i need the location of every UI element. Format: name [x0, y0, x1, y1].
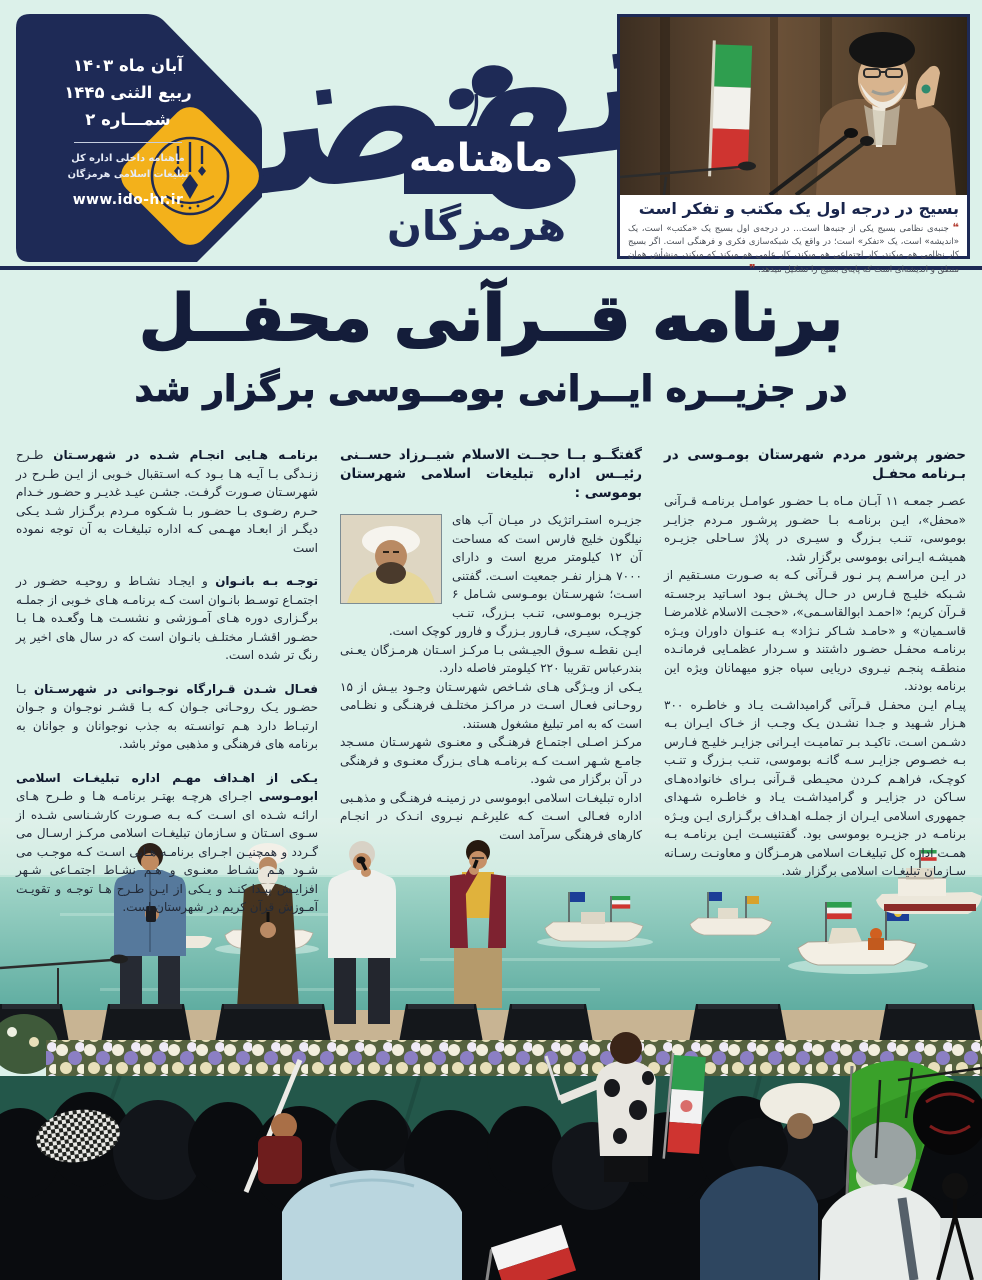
paragraph-text: بـا حضـور یـک روحـانی جـوان کـه بـا قشـر نوجـوان و جـوان ارتبـاط دارد هـم توانسـته به جذب نوجوانان و جوانان به برنامه های فرهنگی و مذهبی موثر باشد.: [16, 681, 318, 751]
main-headline: [0, 274, 982, 416]
website-url: www.ido-hr.ir: [72, 192, 184, 208]
article-interview: [340, 446, 642, 932]
article-paragraph: جزیـره استـراتژیک در میـان آب های نیلگون خلیج فارس است که مساحت آن ۱۲ کیلومتر مربع است و دارای ۷۰۰۰ هـزار نفـر جمعیت اسـت. گفتنی اسـت؛ شهرسـتان بومـوسی شـامل ۶ جزیـره بومـوسی، تنـب بـزرگ، تنـب کوچـک، سیـری، فـارور بـزرگ و فارور کوچک است.: [388, 513, 642, 638]
headline-line-1: برنامه قــرآنی محفــل: [139, 282, 843, 356]
publisher-line: تبلیغات اسلامی هرمزگان: [67, 169, 189, 180]
quote-text: جنبه‌ی نظامی بسیج یکی از جنبه‌ها است... در درجه‌ی اول بسیج یک «مکتب» است، یک «اندیشه» است، یک «تفکر» است؛ در واقع یک شبکه‌سازی فکری و فرهنگی است. اگر بسیج کار نظامی هم میکند، کار اجتماعی هم میکند، کار علمی هم میکند که میکند، منشأش همان منطق و اندیشه‌ای است که پایه‌ی بسیج را تشکیل میدهد.: [628, 224, 959, 275]
issue-date-shamsi: آبان ماه ۱۴۰۳: [72, 56, 184, 75]
masthead: [0, 0, 982, 275]
iran-flag: [710, 40, 753, 177]
top-story-headline: بسیج در درجه اول یک مکتب و تفکر است: [638, 199, 959, 218]
article-paragraph: یـکی از ویـژگی هـای شـاخص شهرسـتان وجـود بیـش از ۱۵ روحـانی فعـال اسـت در مراکـز مختلـف فرهنـگی و نظـامی است که به امر تبلیغ مشغول هستند.: [340, 679, 642, 731]
article-paragraph: مرکـز اصـلی اجتمـاع فرهنـگی و معنـوی شهرسـتان مسـجد جامـع شـهر اسـت کـه برنامـه هـای بـزرگ معنـوی و فرهنگی در آن برگزار می شود.: [340, 735, 642, 786]
magazine-title: ماهنامه: [404, 126, 558, 194]
issue-info-block: [30, 52, 226, 208]
issue-number: شمـــاره ۲: [85, 110, 171, 129]
article-paragraph: [16, 446, 318, 557]
top-story-caption: [620, 195, 967, 279]
paragraph-lead: یـکی از اهـداف مهـم اداره تبلیغـات اسلامی ابومـوسی: [16, 770, 318, 803]
flower-sprig-icon: [440, 62, 528, 134]
article-mahfel-report: [664, 446, 966, 932]
article-paragraph: [16, 572, 318, 665]
magazine-title-region: هرمزگان: [386, 202, 566, 250]
paragraph-text: و ایجـاد نشـاط و روحیـه حضـور در اجتمـاع توسـط بانـوان است کـه برنامـه هـای خـوبی از جملـه برگـزاری دوره هـای آمـوزشی و نشسـت هـا وگعـده هـا بـا حضـور اقشـار مختلـف بانـوان است که در سال های اخیر پر رنگ تر شده است.: [16, 574, 318, 662]
article-paragraph: عصـر جمعـه ۱۱ آبـان مـاه بـا حضـور عوامـل برنامـه قـرآنی «محفل»، ایـن برنامـه بـا حضـور پرشـور مـردم جزایـر بوموسی، تنـب بـزرگ و سیـری در پلاژ سـاحلی جزیـره همیشـه ایـرانی بوموسی برگزار شد.: [664, 494, 966, 564]
headline-line-2: در جزیــره ایــرانی بومــوسی برگزار شد: [134, 369, 848, 410]
top-story-quote: [628, 221, 959, 277]
quote-close-icon: ❞: [748, 262, 756, 275]
article-paragraph: پیـام ایـن محفـل قـرآنی گرامیداشـت یـاد و خاطـره ۳۰۰ هـزار شـهید و جـدا نشـدن یـک وجـب از خـاک ایـران بـه دشـمن اسـت. تاکیـد بـر تمامیـت ایـرانی جزایـر خلیـج فـارس بـه خصـوص جزایـر سـه گانـه بوموسی، تنـب بـزرگ و تنـب کوچـک، فراهـم کـردن محیـطی قـرآنی بـرای خانواده‌هـای سـاکن در جزایـر و گرامیداشـت یـاد و خاطـره شـهدای جمهوری اسلامی ایـران از جملـه اهـداف برگـزاری ایـن ویـژه برنامـه در جزیـره بوموسی بود. گفتنیسـت ایـن برنامـه بـه همـت اداره کل تبلیغـات اسلامی هرمـزگان و معاونـت رسـانه سـازمان تبلیغـات اسلامی برگزار شد.: [664, 697, 966, 878]
article-paragraph: ایـن نقطـه سـوق الجیـشی بـا مرکـز اسـتان هرمـزگان یعـنی بندرعباس تقریبا ۲۲۰ کیلومتر فاصله دارد.: [340, 642, 642, 675]
issue-date-hijri: ربیع الثنی ۱۴۴۵: [64, 83, 192, 102]
article-columns: [16, 446, 966, 932]
top-story-box: [617, 14, 970, 275]
article-headline: گفتگــو بــا حجــت الاسلام شیــرزاد حســنی رئیــس اداره تبلیغات اسلامی شهرستان بوموسی :: [340, 447, 642, 501]
paragraph-text: اجـرای هرچـه بهتـر برنامـه هـا و طـرح هـای ارائـه شـده ای اسـت کـه بـه صـورت کارشـناسی شـده از سـوی اسـتان و سـازمان تبلیغـات اسلامی مرکـز ارسـال می گـردد و همچنیـن اجـرای برنامـه هـایی اسـت کـه موجـب می شـود هـم نشـاط معنـوی و هـم نشـاط اجتمـاعی شـهر افزایـش پیـدا کنـد و یـکی از ایـن طـرح هـا توجـه و تقویـت آمـوزش قرآن کریم در شهرستان است.: [16, 789, 318, 914]
article-paragraph: اداره تبلیغـات اسلامی ابوموسی در زمینـه فرهنـگی و مذهـبی اداره فعـالی اسـت کـه علیرغـم نیـروی انـدک در انجـام کارهای فرهنگی سرآمد است: [340, 790, 642, 842]
interview-portrait-photo: [340, 514, 442, 604]
paragraph-text: طـرح زنـدگی بـا آیـه هـا بـود کـه اسـتقبال خـوبی از ایـن طـرح در شهرسـتان صـورت گرفـت. جشـن عیـد غدیـر و حضـور خـدام حـرم رضـوی بـا حضـور بـا شـکوه مـردم برگـزار شـد یـکی دیگـر از ابعـاد مهـمی کـه اداره تبلیغـات به آن توجه نموده است: [16, 448, 318, 555]
article-paragraph: در ایـن مراسـم پـر نـور قـرآنی کـه به صـورت مسـتقیم از شـبکه خلیـج فـارس در حـال پخـش بـود اسـاتید برجسـته قـرآن کریم؛ «احمـد ابوالقاسـمی»، «حجـت الاسلام غلامرضـا قاسـمیان» و «حامـد شـاکر نـژاد» بـه عنـوان داوران ویـژه برنامـه محفـل حضـور داشتند و سـردار عظمـایی فرمانـده منطقـه پنجـم نیـروی دریایی سپاه جزو میهمانان ویژه این برنامه بودند.: [664, 568, 966, 693]
quote-open-icon: ❝: [952, 221, 959, 234]
paragraph-lead: فعـال شـدن قـرارگاه نوجـوانی در شهرسـتان: [34, 681, 319, 696]
article-paragraph: [16, 769, 318, 917]
article-paragraph: [16, 680, 318, 754]
divider: [74, 142, 182, 143]
article-programs: [16, 446, 318, 932]
article-headline: حضور پرشور مردم شهرستان بومـوسی در بـرنامه محفـل: [664, 447, 966, 482]
paragraph-lead: توجـه بـه بانـوان: [215, 574, 319, 588]
leader-photo: [620, 17, 967, 195]
publisher-line: ماهنامه داخلی اداره کل: [71, 153, 185, 164]
paragraph-lead: برنامـه هـایی انجـام شـده در شهرسـتان: [53, 448, 318, 462]
